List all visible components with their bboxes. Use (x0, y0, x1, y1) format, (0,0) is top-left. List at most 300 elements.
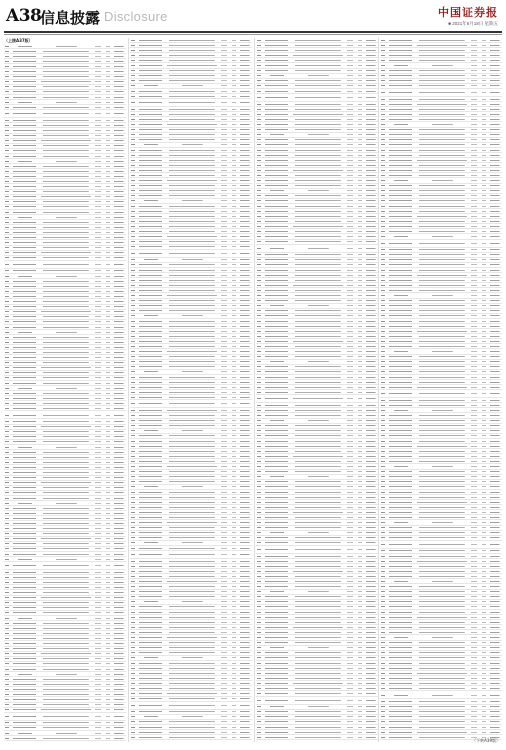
table-cell (220, 370, 229, 374)
table-cell (4, 299, 10, 303)
table-cell (4, 419, 10, 423)
table-cell (40, 279, 92, 283)
table-cell (231, 395, 237, 399)
table-cell (231, 574, 237, 578)
table-cell (264, 564, 290, 568)
table-cell (138, 500, 164, 504)
table-cell (346, 505, 355, 509)
table-cell (94, 164, 103, 168)
table-cell (239, 666, 251, 670)
table-cell (388, 470, 414, 474)
table-cell (166, 595, 218, 599)
table-cell (256, 224, 262, 228)
table-cell (4, 44, 10, 48)
table-cell (130, 526, 136, 530)
table-cell (470, 128, 479, 132)
table-cell (113, 465, 125, 469)
table-cell (138, 584, 164, 588)
table-cell (481, 148, 487, 152)
table-cell (231, 89, 237, 93)
table-cell (470, 309, 479, 313)
table-cell (365, 178, 377, 182)
table-cell (416, 651, 468, 655)
table-cell (470, 173, 479, 177)
table-cell (4, 330, 10, 334)
table-cell (346, 89, 355, 93)
table-cell (264, 63, 290, 67)
table-cell (292, 651, 344, 655)
table-cell (12, 511, 38, 515)
table-cell (166, 329, 218, 333)
table-cell (256, 143, 262, 147)
table-cell (346, 705, 355, 709)
table-cell (416, 304, 468, 308)
table-cell (346, 117, 355, 121)
table-cell (256, 569, 262, 573)
table-cell (256, 554, 262, 558)
table-cell (481, 651, 487, 655)
table-cell (380, 424, 386, 428)
table-cell (166, 122, 218, 126)
table-cell (4, 580, 10, 584)
table-cell (481, 686, 487, 690)
table-cell (292, 646, 344, 650)
table-cell (380, 89, 386, 96)
table-cell (256, 413, 262, 417)
table-cell (113, 537, 125, 541)
table-cell (166, 89, 218, 93)
table-cell (166, 605, 218, 609)
table-cell (94, 335, 103, 339)
table-cell (346, 661, 355, 665)
table-cell (481, 360, 487, 364)
table-cell (416, 464, 468, 468)
table-cell (256, 595, 262, 599)
table-cell (113, 261, 125, 268)
table-cell (489, 500, 501, 504)
table-cell (166, 480, 218, 484)
table-cell (357, 651, 363, 655)
table-cell (105, 641, 111, 645)
table-cell (130, 74, 136, 78)
table-cell (113, 455, 125, 459)
table-cell (12, 366, 38, 370)
table-cell (256, 334, 262, 338)
table-cell (481, 480, 487, 484)
table-cell (346, 569, 355, 573)
table-cell (264, 710, 290, 714)
table-cell (470, 635, 479, 639)
table-cell (365, 715, 377, 719)
table-cell (256, 676, 262, 680)
table-cell (4, 726, 10, 730)
table-cell (4, 340, 10, 344)
table-cell (256, 375, 262, 379)
table-cell (380, 97, 386, 101)
table-cell (231, 584, 237, 588)
table-cell (481, 380, 487, 384)
table-cell (346, 370, 355, 374)
table-cell (113, 134, 125, 138)
table-cell (292, 133, 344, 137)
table-cell (12, 682, 38, 686)
table-cell (113, 516, 125, 520)
table-cell (380, 630, 386, 634)
table-cell (346, 214, 355, 218)
table-cell (416, 133, 468, 137)
table-cell (346, 199, 355, 203)
table-cell (481, 138, 487, 142)
table-cell (256, 651, 262, 655)
table-cell (357, 48, 363, 52)
table-cell (231, 475, 237, 479)
table-cell (256, 464, 262, 468)
table-cell (105, 164, 111, 168)
table-cell (264, 630, 290, 634)
table-cell (220, 43, 229, 47)
table-cell (4, 596, 10, 600)
table-cell (239, 413, 251, 417)
table-cell (489, 63, 501, 67)
table-cell (416, 413, 468, 417)
table-cell (256, 531, 262, 535)
table-cell (489, 699, 501, 703)
table-cell (357, 58, 363, 62)
continued-from-label: （上接A37版） (4, 38, 33, 43)
table-cell (166, 610, 218, 614)
table-cell (94, 149, 103, 153)
table-cell (481, 319, 487, 323)
table-cell (256, 293, 262, 297)
table-cell (94, 225, 103, 229)
table-cell (130, 620, 136, 624)
table-cell (166, 138, 218, 142)
table-cell (166, 278, 218, 282)
table-cell (105, 532, 111, 536)
table-cell (94, 562, 103, 569)
table-cell (40, 501, 92, 505)
table-cell (470, 600, 479, 604)
table-cell (416, 549, 468, 553)
table-cell (40, 721, 92, 725)
table-cell (166, 224, 218, 228)
table-cell (357, 520, 363, 524)
table-cell (365, 595, 377, 599)
table-cell (4, 210, 10, 214)
table-cell (489, 590, 501, 594)
table-cell (470, 413, 479, 417)
table-cell (388, 319, 414, 323)
table-cell (388, 429, 414, 433)
table-cell (94, 580, 103, 584)
table-cell (264, 666, 290, 670)
table-cell (481, 699, 487, 703)
table-cell (4, 697, 10, 701)
table-cell (357, 209, 363, 213)
table-cell (138, 107, 164, 111)
table-cell (346, 730, 355, 734)
table-cell (256, 449, 262, 453)
table-cell (138, 395, 164, 399)
table-cell (346, 600, 355, 604)
table-cell (264, 158, 290, 162)
table-cell (113, 85, 125, 89)
table-cell (292, 620, 344, 624)
table-cell (256, 58, 262, 62)
table-cell (380, 117, 386, 121)
table-cell (388, 219, 414, 223)
table-cell (231, 365, 237, 369)
table-cell (357, 288, 363, 292)
table-cell (489, 424, 501, 428)
table-cell (489, 355, 501, 359)
table-cell (239, 168, 251, 172)
table-cell (40, 294, 92, 298)
table-cell (40, 570, 92, 574)
table-cell (416, 107, 468, 111)
table-cell (4, 386, 10, 390)
table-cell (105, 123, 111, 127)
table-cell (40, 430, 92, 434)
table-cell (231, 79, 237, 83)
table-cell (346, 263, 355, 267)
table-cell (220, 58, 229, 62)
table-cell (346, 245, 355, 252)
table-cell (357, 574, 363, 578)
table-cell (346, 651, 355, 655)
table-cell (220, 107, 229, 111)
table-cell (416, 204, 468, 208)
table-cell (40, 54, 92, 58)
table-cell (416, 153, 468, 157)
table-cell (4, 616, 10, 620)
table-cell (94, 460, 103, 464)
table-cell (292, 204, 344, 208)
table-cell (380, 569, 386, 573)
table-cell (105, 391, 111, 395)
table-cell (113, 149, 125, 153)
table-cell (416, 705, 468, 709)
table-cell (346, 531, 355, 535)
table-cell (239, 520, 251, 524)
table-cell (388, 189, 414, 193)
table-cell (12, 516, 38, 520)
table-cell (365, 444, 377, 448)
table-cell (12, 184, 38, 188)
table-cell (94, 677, 103, 681)
table-cell (346, 158, 355, 162)
table-cell (239, 304, 251, 308)
table-cell (231, 419, 237, 423)
table-cell (130, 178, 136, 182)
table-cell (130, 268, 136, 272)
table-cell (113, 435, 125, 439)
table-cell (40, 269, 92, 273)
table-cell (481, 349, 487, 353)
table-cell (105, 682, 111, 686)
table-cell (264, 584, 290, 588)
table-cell (357, 94, 363, 101)
table-cell (166, 541, 218, 545)
table-cell (231, 329, 237, 333)
table-cell (113, 481, 125, 485)
table-cell (40, 110, 92, 117)
table-cell (130, 390, 136, 394)
table-cell (166, 740, 218, 742)
table-cell (166, 309, 218, 313)
table-cell (481, 219, 487, 223)
table-cell (365, 84, 377, 88)
table-cell (481, 258, 487, 262)
table-cell (113, 580, 125, 584)
table-cell (220, 112, 229, 116)
table-cell (105, 708, 111, 712)
table-cell (105, 692, 111, 696)
table-cell (357, 656, 363, 660)
table-cell (12, 741, 38, 742)
table-cell (138, 424, 164, 428)
table-cell (481, 248, 487, 252)
table-cell (292, 329, 344, 333)
table-cell (220, 424, 229, 428)
table-cell (292, 676, 344, 680)
table-cell (105, 105, 111, 109)
table-cell (105, 371, 111, 375)
table-cell (239, 273, 251, 277)
table-cell (105, 200, 111, 204)
table-cell (130, 395, 136, 399)
table-cell (416, 102, 468, 106)
table-cell (239, 610, 251, 614)
table-cell (380, 574, 386, 578)
table-cell (239, 349, 251, 353)
table-cell (264, 344, 290, 348)
table-cell (481, 273, 487, 277)
table-cell (346, 449, 355, 453)
table-cell (365, 641, 377, 645)
table-cell (380, 470, 386, 474)
table-cell (346, 148, 355, 152)
table-cell (357, 449, 363, 453)
table-cell (231, 380, 237, 384)
table-cell (12, 225, 38, 229)
table-cell (130, 204, 136, 208)
table-cell (130, 485, 136, 489)
table-cell (231, 128, 237, 132)
table-cell (220, 449, 229, 453)
table-cell (138, 408, 164, 412)
table-cell (220, 84, 229, 88)
table-cell (130, 408, 136, 412)
table-cell (4, 585, 10, 589)
table-cell (94, 396, 103, 400)
table-cell (470, 485, 479, 489)
table-cell (231, 245, 237, 249)
table-cell (4, 430, 10, 434)
table-cell (4, 381, 10, 385)
table-cell (416, 600, 468, 604)
table-cell (388, 365, 414, 369)
table-cell (489, 681, 501, 685)
table-cell (357, 339, 363, 343)
table-cell (256, 122, 262, 126)
table-cell (357, 686, 363, 690)
table-cell (113, 736, 125, 740)
table-cell (357, 480, 363, 484)
table-cell (220, 439, 229, 443)
table-cell (481, 355, 487, 359)
table-cell (365, 470, 377, 474)
table-cell (220, 630, 229, 634)
table-cell (264, 740, 290, 742)
table-cell (138, 725, 164, 729)
table-cell (166, 117, 218, 121)
table-cell (346, 735, 355, 739)
table-cell (94, 590, 103, 594)
table-cell (357, 740, 363, 742)
table-cell (4, 274, 10, 278)
table-cell (292, 536, 344, 540)
table-cell (365, 349, 377, 353)
table-cell (231, 184, 237, 188)
table-cell (40, 496, 92, 500)
table-cell (231, 681, 237, 685)
table-cell (357, 715, 363, 719)
table-cell (113, 310, 125, 314)
table-cell (166, 209, 218, 213)
table-cell (220, 495, 229, 499)
table-cell (220, 725, 229, 729)
table-cell (113, 246, 125, 250)
table-cell (481, 620, 487, 624)
table-cell (231, 569, 237, 573)
table-cell (256, 579, 262, 583)
table-cell (130, 424, 136, 428)
table-cell (12, 361, 38, 365)
table-cell (113, 486, 125, 490)
table-cell (388, 253, 414, 257)
table-cell (239, 541, 251, 545)
table-cell (12, 345, 38, 349)
table-cell (346, 168, 355, 172)
table-cell (231, 163, 237, 167)
table-row (380, 89, 502, 97)
table-cell (239, 526, 251, 530)
table-cell (292, 559, 344, 563)
table-cell (357, 258, 363, 262)
table-cell (12, 596, 38, 600)
table-cell (166, 79, 218, 83)
table-cell (12, 425, 38, 429)
table-cell (380, 334, 386, 338)
table-cell (470, 590, 479, 594)
table-cell (346, 122, 355, 126)
table-cell (138, 178, 164, 182)
table-cell (12, 274, 38, 278)
table-cell (220, 133, 229, 137)
table-cell (239, 691, 251, 695)
table-cell (357, 705, 363, 709)
table-cell (365, 459, 377, 463)
table-cell (256, 84, 262, 88)
table-cell (481, 526, 487, 530)
table-cell (365, 79, 377, 83)
table-cell (256, 128, 262, 132)
table-cell (166, 651, 218, 655)
table-cell (292, 385, 344, 389)
table-cell (489, 43, 501, 47)
table-cell (416, 390, 468, 397)
